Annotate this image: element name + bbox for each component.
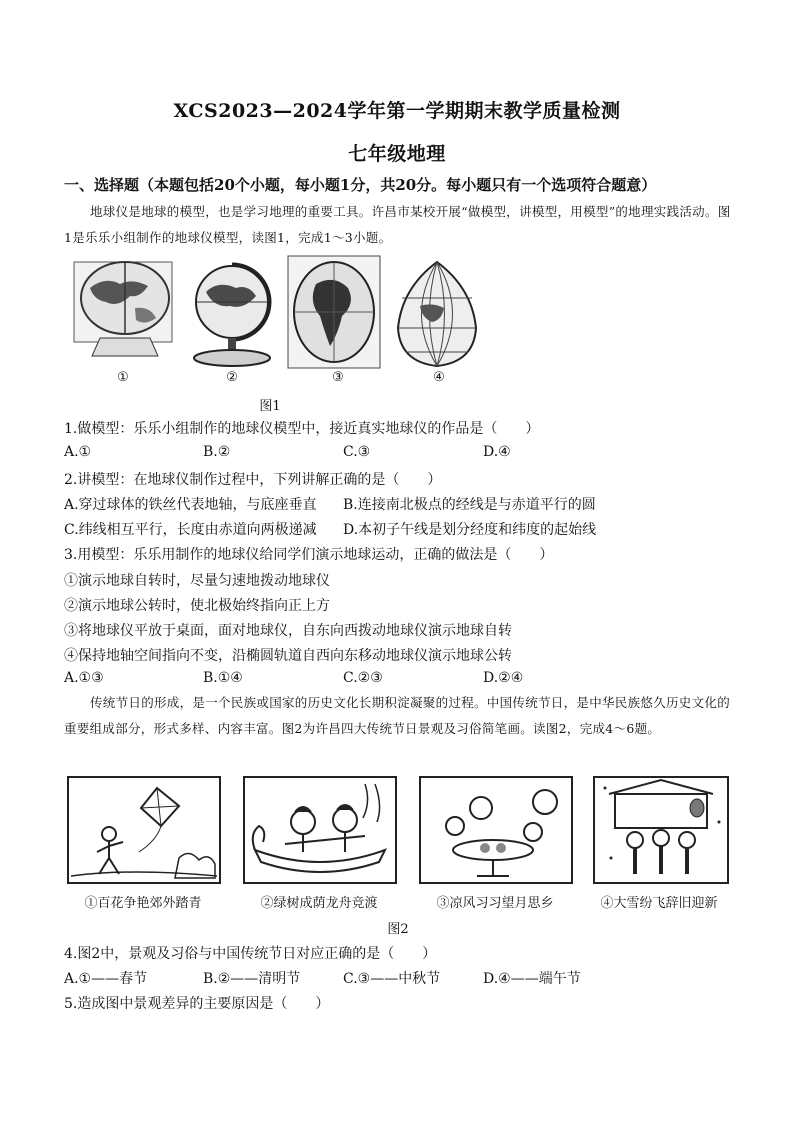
question-1-option-a: A.① bbox=[64, 444, 92, 460]
question-2-stem: 2.讲模型：在地球仪制作过程中，下列讲解正确的是（ ） bbox=[64, 472, 442, 488]
festival-caption-1: ①百花争艳郊外踏青 bbox=[84, 896, 202, 911]
figure-1-caption: 图1 bbox=[259, 399, 281, 414]
question-3-option-a: A.①③ bbox=[64, 670, 104, 686]
question-2-option-a: A.穿过球体的铁丝代表地轴，与底座垂直 bbox=[64, 497, 317, 513]
intro-paragraph-2: 传统节日的形成，是一个民族或国家的历史文化长期积淀凝聚的过程。中国传统节日，是中华民族悠久历史文化的重要组成部分，形式多样、内容丰富。图2为许昌四大传统节日景观及习俗简笔画。读图2，完成4～6题。 bbox=[64, 695, 731, 736]
globe-model-3-image bbox=[286, 254, 382, 370]
question-2-option-c: C.纬线相互平行，长度由赤道向两极递减 bbox=[64, 522, 317, 538]
question-5-stem: 5.造成图中景观差异的主要原因是（ ） bbox=[64, 996, 330, 1012]
section-heading: 一、选择题（本题包括20个小题，每小题1分，共20分。每小题只有一个选项符合题意） bbox=[64, 176, 657, 194]
question-4-option-d: D.④——端午节 bbox=[483, 971, 581, 987]
question-4-stem: 4.图2中，景观及习俗与中国传统节日对应正确的是（ ） bbox=[64, 946, 437, 962]
globe-model-2-image bbox=[184, 258, 280, 370]
festival-sketch-4-image bbox=[593, 776, 729, 884]
question-3-item-1: ①演示地球自转时，尽量匀速地拨动地球仪 bbox=[64, 573, 330, 589]
globe-model-4-image bbox=[392, 258, 482, 370]
festival-sketch-1-image bbox=[67, 776, 221, 884]
question-4-option-b: B.②——清明节 bbox=[203, 971, 301, 987]
question-2-option-b: B.连接南北极点的经线是与赤道平行的圆 bbox=[343, 497, 596, 513]
question-3-stem: 3.用模型：乐乐用制作的地球仪给同学们演示地球运动，正确的做法是（ ） bbox=[64, 547, 554, 563]
figure-1-label-2: ② bbox=[226, 370, 238, 385]
question-2-option-d: D.本初子午线是划分经度和纬度的起始线 bbox=[343, 522, 597, 538]
question-3-option-d: D.②④ bbox=[483, 670, 524, 686]
question-1-option-d: D.④ bbox=[483, 444, 511, 460]
festival-caption-3: ③凉风习习望月思乡 bbox=[436, 896, 554, 911]
question-4-option-a: A.①——春节 bbox=[64, 971, 148, 987]
question-1-stem: 1.做模型：乐乐小组制作的地球仪模型中，接近真实地球仪的作品是（ ） bbox=[64, 421, 540, 437]
intro-paragraph-1: 地球仪是地球的模型，也是学习地理的重要工具。许昌市某校开展“做模型，讲模型，用模型”的地理实践活动。图1是乐乐小组制作的地球仪模型，读图1，完成1～3小题。 bbox=[64, 204, 731, 245]
question-1-option-c: C.③ bbox=[343, 444, 371, 460]
figure-1-label-4: ④ bbox=[433, 370, 445, 385]
figure-1-label-3: ③ bbox=[332, 370, 344, 385]
question-3-item-3: ③将地球仪平放于桌面，面对地球仪，自东向西拨动地球仪演示地球自转 bbox=[64, 623, 512, 639]
festival-sketch-2-image bbox=[243, 776, 397, 884]
figure-2-caption: 图2 bbox=[387, 922, 409, 937]
globe-model-1-image bbox=[70, 258, 176, 368]
question-3-option-b: B.①④ bbox=[203, 670, 243, 686]
festival-caption-4: ④大雪纷飞辞旧迎新 bbox=[600, 896, 718, 911]
festival-sketch-3-image bbox=[419, 776, 573, 884]
question-1-option-b: B.② bbox=[203, 444, 231, 460]
question-4-option-c: C.③——中秋节 bbox=[343, 971, 441, 987]
question-3-item-4: ④保持地轴空间指向不变，沿椭圆轨道自西向东移动地球仪演示地球公转 bbox=[64, 648, 512, 664]
figure-1-label-1: ① bbox=[117, 370, 129, 385]
festival-caption-2: ②绿树成荫龙舟竞渡 bbox=[260, 896, 378, 911]
exam-title: XCS2023—2024学年第一学期期末教学质量检测 bbox=[173, 100, 621, 122]
exam-subtitle: 七年级地理 bbox=[348, 143, 446, 165]
question-3-option-c: C.②③ bbox=[343, 670, 383, 686]
question-3-item-2: ②演示地球公转时，使北极始终指向正上方 bbox=[64, 598, 330, 614]
